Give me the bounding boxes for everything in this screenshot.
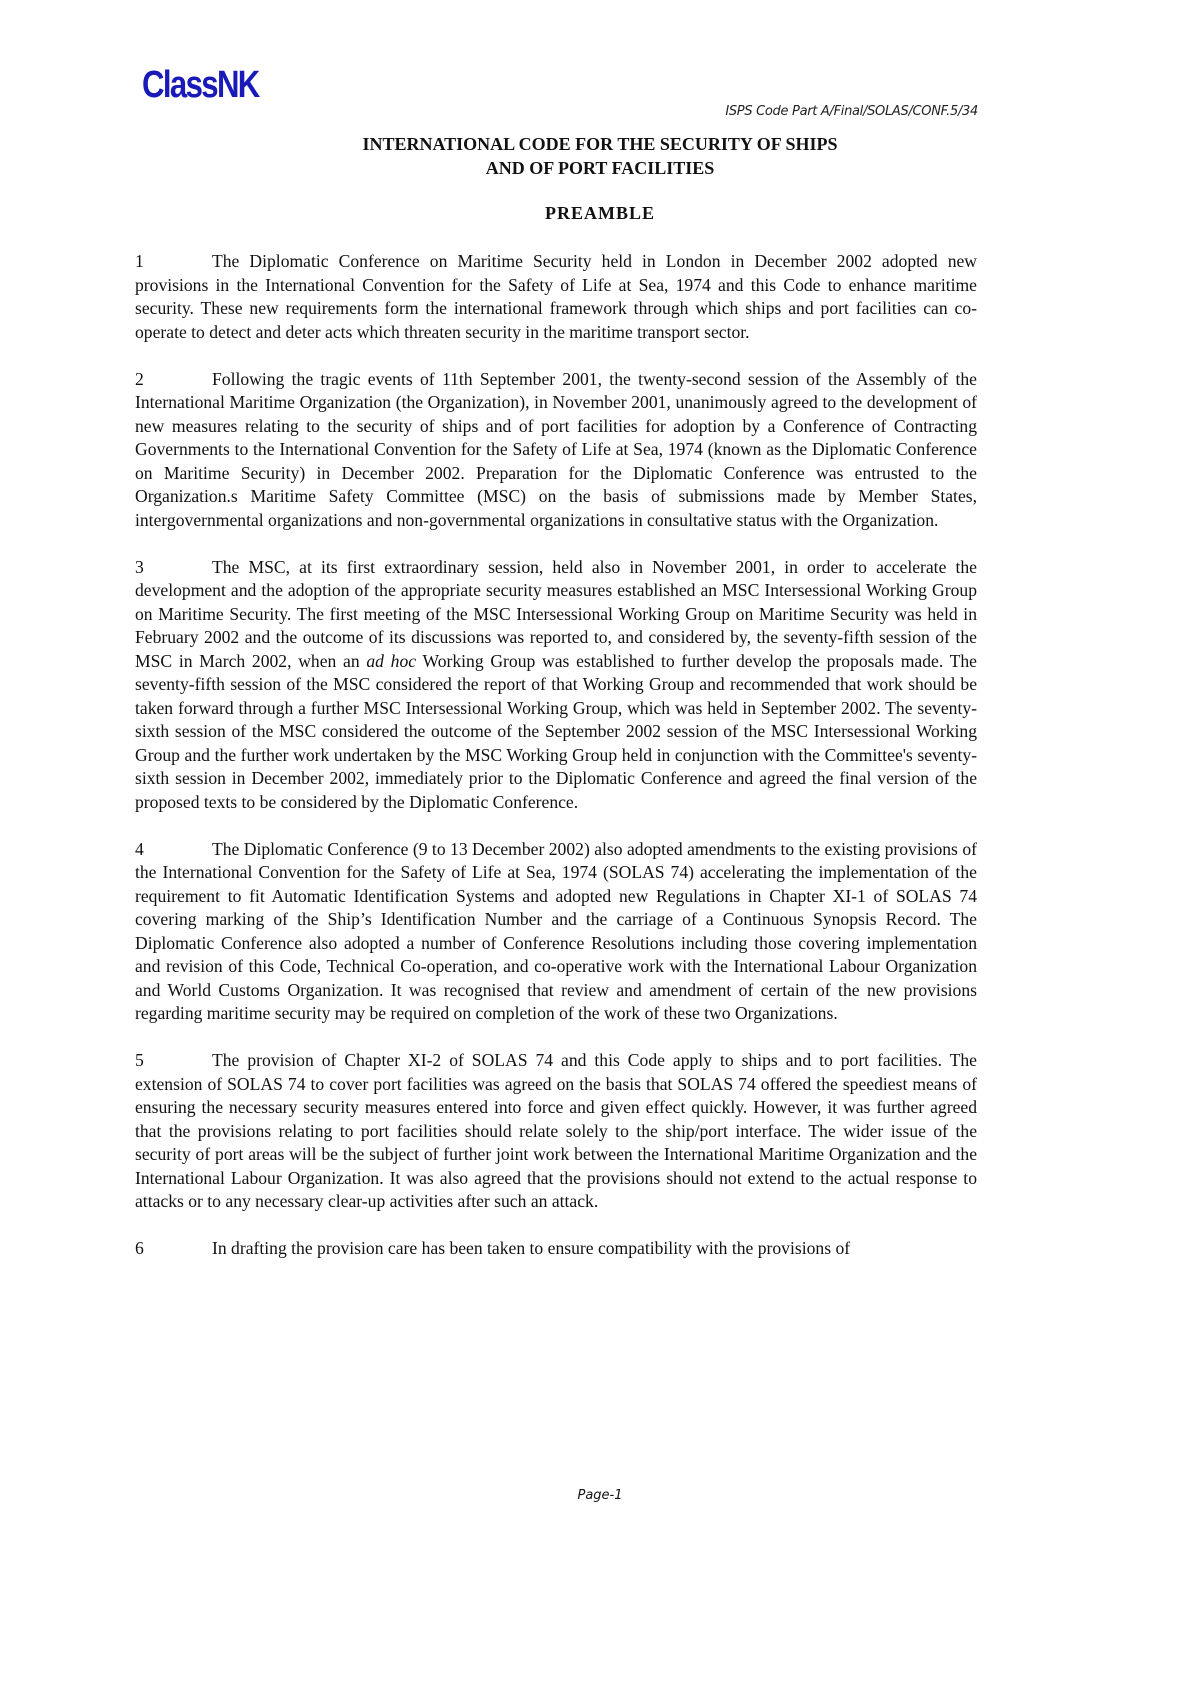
paragraph-6	[135, 1237, 977, 1261]
paragraph-text: The MSC, at its first extraordinary session, held also in November 2001, in order to accelerate the development and the adoption of the appropriate security measures established an MSC Intersessional Working Group on Maritime Security. The first meeting of the MSC Intersessional Working Group on Maritime Security was held in February 2002 and the outcome of its discussions was reported to, and considered by, the seventy-fifth session of the MSC in March 2002, when an	[135, 556, 977, 671]
paragraph-4	[135, 838, 977, 1026]
title-line-2: AND OF PORT FACILITIES	[485, 158, 715, 178]
paragraph-italic-text: ad hoc	[366, 650, 417, 671]
paragraph-3	[135, 556, 977, 815]
document-title	[0, 132, 1200, 180]
paragraph-number: 4	[135, 838, 144, 859]
paragraph-number: 2	[135, 368, 144, 389]
document-reference: ISPS Code Part A/Final/SOLAS/CONF.5/34	[725, 104, 978, 119]
title-line-1: INTERNATIONAL CODE FOR THE SECURITY OF SHIPS	[362, 134, 838, 154]
page-number: Page-1	[577, 1488, 623, 1503]
paragraph-number: 1	[135, 251, 144, 271]
classnk-logo: ClassNK	[142, 64, 259, 106]
document-body	[135, 250, 977, 1284]
paragraph-1	[135, 250, 977, 344]
paragraph-text: The Diplomatic Conference on Maritime Security held in London in December 2002 adopted new provisions in the International Convention for the Safety of Life at Sea, 1974 and this Code to enhance maritime security. These new requirements form the international framework through which ships and port facilities can co-operate to detect and deter acts which threaten security in the maritime transport sector.	[135, 251, 977, 342]
paragraph-number: 3	[135, 556, 144, 577]
paragraph-number: 6	[135, 1238, 144, 1258]
paragraph-2	[135, 368, 977, 533]
paragraph-text: Following the tragic events of 11th September 2001, the twenty-second session of the Assembly of the International Maritime Organization (the Organization), in November 2001, unanimously agreed to the development of new measures relating to the security of ships and of port facilities for adoption by a Conference of Contracting Governments to the International Convention for the Safety of Life at Sea, 1974 (known as the Diplomatic Conference on Maritime Security) in December 2002. Preparation for the Diplomatic Conference was entrusted to the Organization.s Maritime Safety Committee (MSC) on the basis of submissions made by Member States, intergovernmental organizations and non-governmental organizations in consultative status with the Organization.	[135, 368, 977, 530]
paragraph-text: The Diplomatic Conference (9 to 13 December 2002) also adopted amendments to the existing provisions of the International Convention for the Safety of Life at Sea, 1974 (SOLAS 74) accelerating the implementation of the requirement to fit Automatic Identification Systems and adopted new Regulations in Chapter XI-1 of SOLAS 74 covering marking of the Ship’s Identification Number and the carriage of a Continuous Synopsis Record. The Diplomatic Conference also adopted a number of Conference Resolutions including those covering implementation and revision of this Code, Technical Co-operation, and co-operative work with the International Labour Organization and World Customs Organization. It was recognised that review and amendment of certain of the new provisions regarding maritime security may be required on completion of the work of these two Organizations.	[135, 838, 977, 1023]
paragraph-5	[135, 1049, 977, 1214]
paragraph-text: The provision of Chapter XI-2 of SOLAS 74 and this Code apply to ships and to port facilities. The extension of SOLAS 74 to cover port facilities was agreed on the basis that SOLAS 74 offered the speediest means of ensuring the necessary security measures entered into force and given effect quickly. However, it was further agreed that the provisions relating to port facilities should relate solely to the ship/port interface. The wider issue of the security of port areas will be the subject of further joint work between the International Maritime Organization and the International Labour Organization. It was also agreed that the provisions should not extend to the actual response to attacks or to any necessary clear-up activities after such an attack.	[135, 1050, 977, 1211]
paragraph-text: Working Group was established to further develop the proposals made. The seventy-fifth session of the MSC considered the report of that Working Group and recommended that work should be taken forward through a further MSC Intersessional Working Group, which was held in September 2002. The seventy-sixth session of the MSC considered the outcome of the September 2002 session of the MSC Intersessional Working Group and the further work undertaken by the MSC Working Group held in conjunction with the Committee's seventy-sixth session in December 2002, immediately prior to the Diplomatic Conference and agreed the final version of the proposed texts to be considered by the Diplomatic Conference.	[135, 650, 977, 812]
section-heading: PREAMBLE	[544, 203, 655, 223]
paragraph-text: In drafting the provision care has been taken to ensure compatibility with the provisions of	[212, 1238, 851, 1258]
paragraph-number: 5	[135, 1050, 144, 1070]
